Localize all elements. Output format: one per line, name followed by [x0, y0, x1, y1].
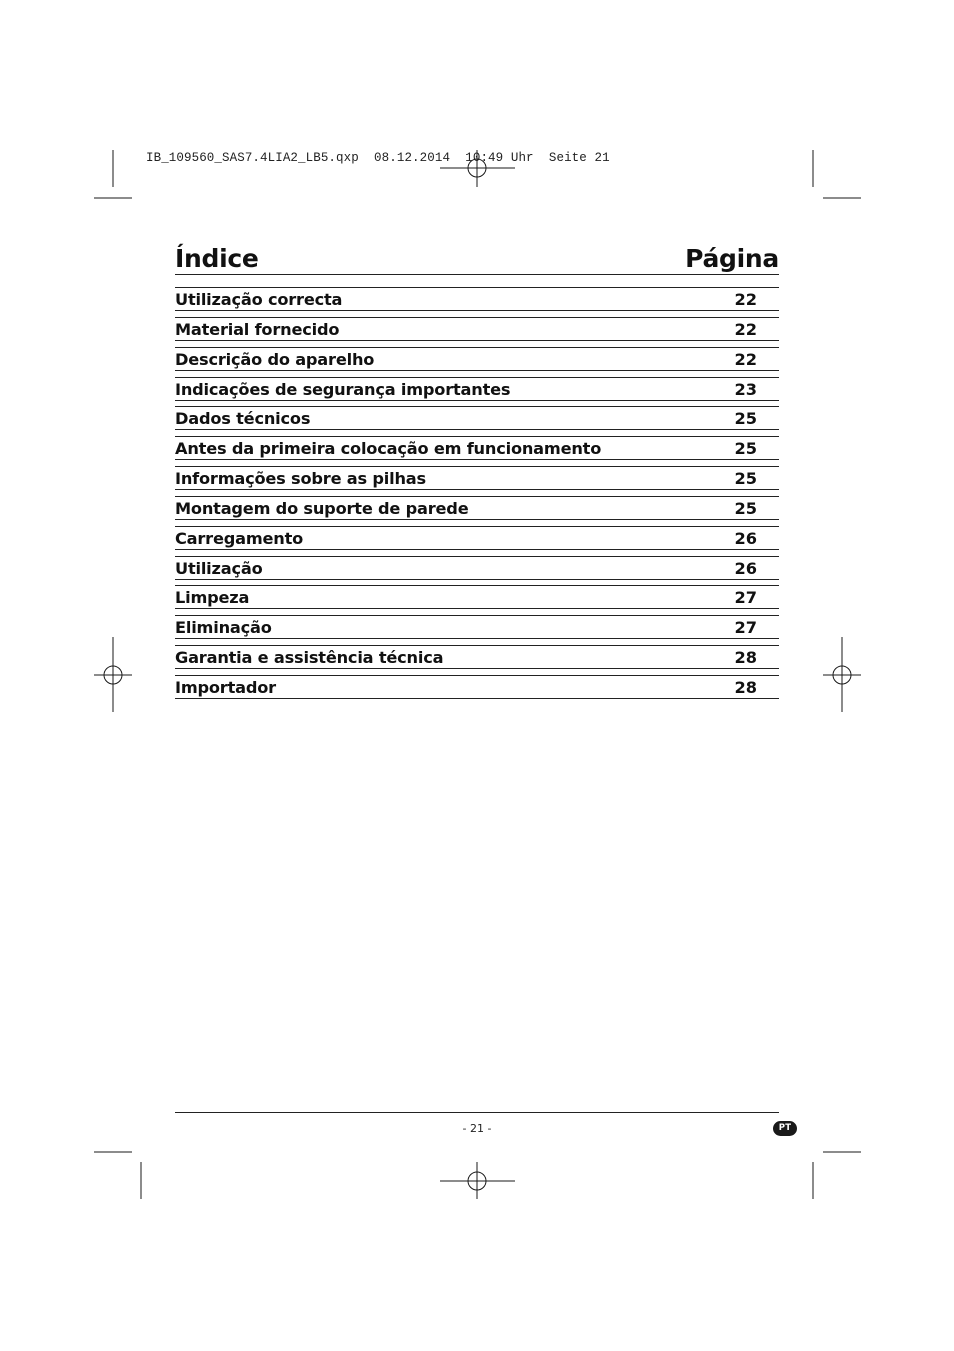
toc-entry-page: 23: [734, 379, 757, 399]
toc-entry[interactable]: [175, 287, 779, 311]
toc-entry[interactable]: [175, 496, 779, 520]
toc-entry[interactable]: [175, 406, 779, 430]
toc-list: [175, 287, 779, 705]
toc-entry-label: Importador: [175, 677, 276, 697]
toc-entry-label: Antes da primeira colocação em funcionamento: [175, 439, 602, 459]
toc-entry[interactable]: [175, 615, 779, 639]
language-badge: PT: [773, 1121, 797, 1136]
crop-mark-icon: [94, 1152, 141, 1199]
toc-entry-label: Limpeza: [175, 588, 250, 608]
toc-entry[interactable]: [175, 526, 779, 550]
toc-entry-page: 22: [734, 319, 757, 339]
toc-entry-label: Garantia e assistência técnica: [175, 648, 444, 668]
registration-crosshair-icon: [440, 1162, 515, 1199]
toc-entry[interactable]: [175, 466, 779, 490]
toc-entry-label: Informações sobre as pilhas: [175, 469, 426, 489]
toc-header: [175, 240, 779, 275]
toc-entry-page: 26: [734, 558, 757, 578]
toc-entry-page: 25: [734, 409, 757, 429]
toc-entry-label: Descrição do aparelho: [175, 349, 375, 369]
toc-entry[interactable]: [175, 556, 779, 580]
toc-entry-label: Utilização: [175, 558, 263, 578]
toc-entry-page: 28: [734, 648, 757, 668]
toc-entry[interactable]: [175, 347, 779, 371]
toc-entry[interactable]: [175, 675, 779, 699]
toc-entry-page: 25: [734, 498, 757, 518]
footer-rule: [175, 1112, 779, 1113]
toc-entry-label: Montagem do suporte de parede: [175, 498, 469, 518]
crop-mark-icon: [813, 150, 861, 198]
registration-crosshair-icon: [94, 637, 132, 712]
toc-entry-page: 27: [734, 588, 757, 608]
toc-entry[interactable]: [175, 377, 779, 401]
toc-entry[interactable]: [175, 436, 779, 460]
toc-entry-page: 22: [734, 349, 757, 369]
registration-crosshair-icon: [823, 637, 861, 712]
toc-entry-label: Eliminação: [175, 618, 272, 638]
toc-title: Índice: [175, 244, 259, 273]
registration-crosshair-icon: [440, 150, 515, 187]
toc-entry-label: Material fornecido: [175, 319, 340, 339]
table-of-contents: [175, 240, 779, 697]
toc-entry-label: Carregamento: [175, 528, 304, 548]
toc-page-heading: Página: [685, 244, 779, 273]
toc-entry-page: 26: [734, 528, 757, 548]
toc-entry-page: 25: [734, 439, 757, 459]
toc-entry[interactable]: [175, 585, 779, 609]
toc-entry-label: Indicações de segurança importantes: [175, 379, 511, 399]
crop-mark-icon: [813, 1152, 861, 1199]
toc-entry[interactable]: [175, 645, 779, 669]
toc-entry-page: 27: [734, 618, 757, 638]
toc-entry[interactable]: [175, 317, 779, 341]
toc-entry-page: 22: [734, 290, 757, 309]
toc-entry-label: Dados técnicos: [175, 409, 311, 429]
page-number: - 21 -: [462, 1122, 492, 1135]
print-slug: IB_109560_SAS7.4LIA2_LB5.qxp 08.12.2014 10:49 Uhr Seite 21: [146, 151, 610, 165]
crop-mark-icon: [94, 150, 132, 198]
toc-entry-page: 25: [734, 469, 757, 489]
toc-entry-page: 28: [734, 677, 757, 697]
toc-entry-label: Utilização correcta: [175, 290, 343, 309]
